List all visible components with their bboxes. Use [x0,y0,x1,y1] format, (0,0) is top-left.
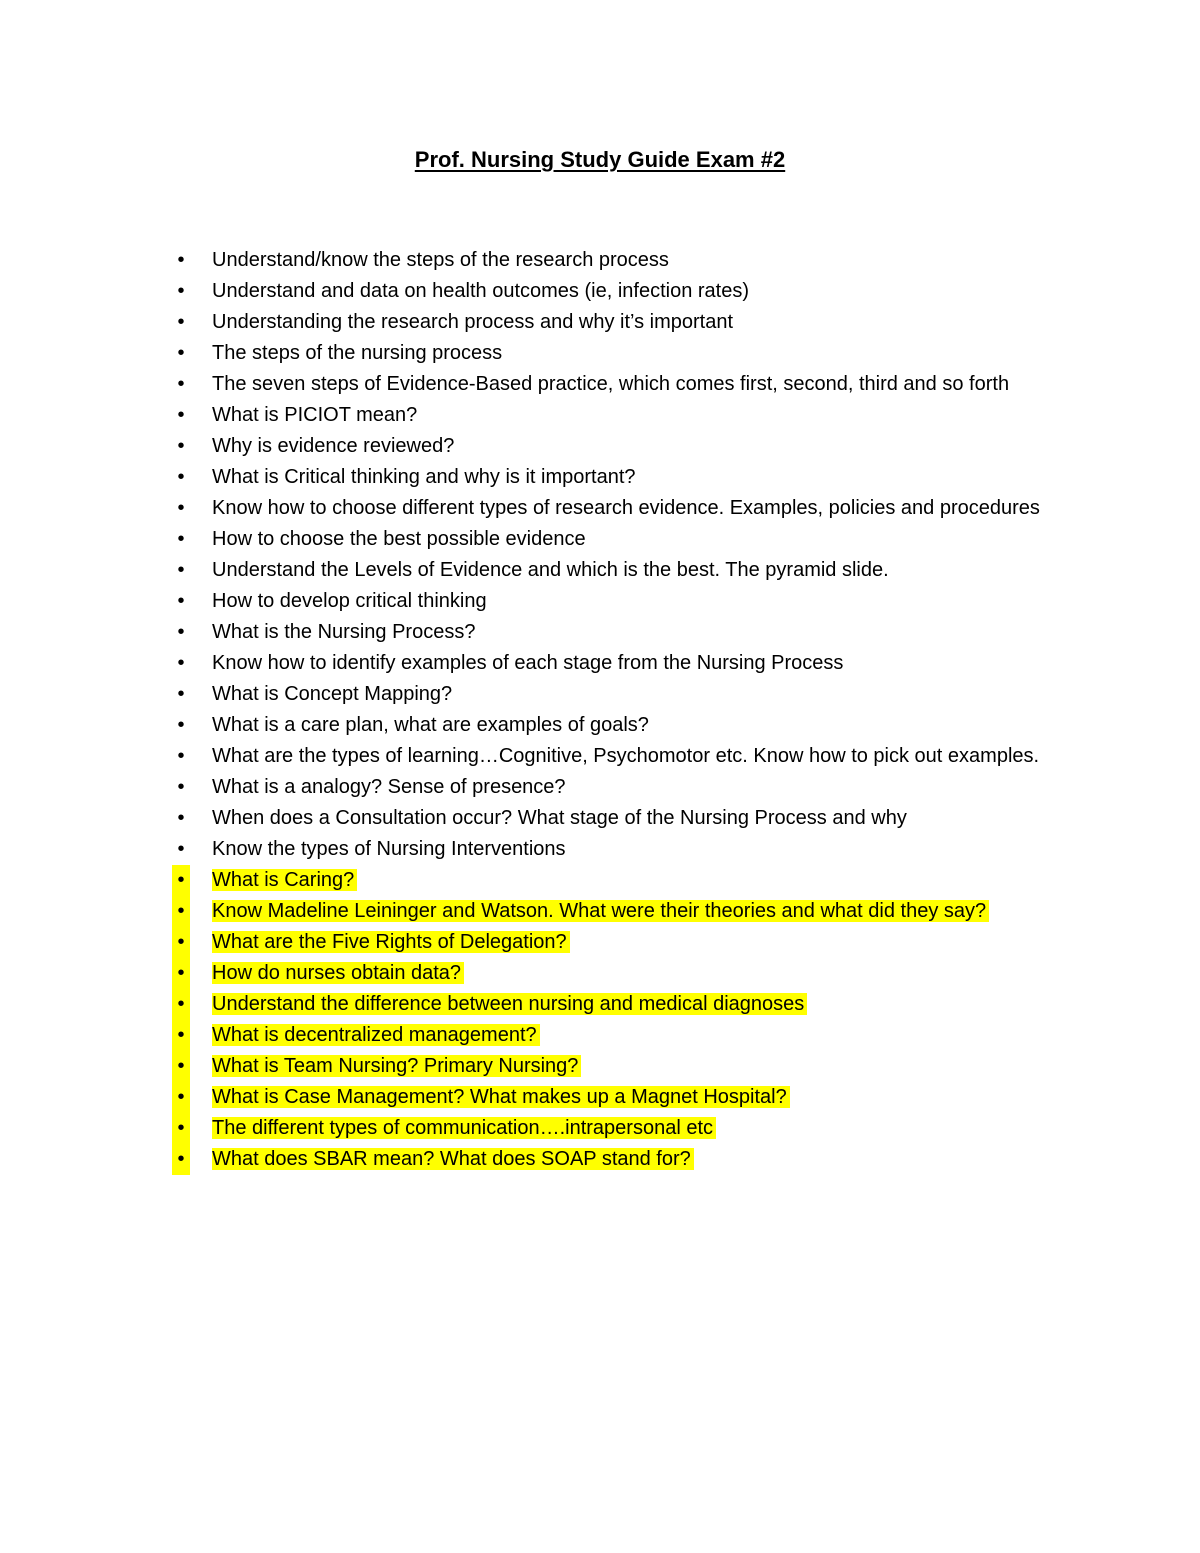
list-item [0,276,1200,307]
list-item-text: What is a care plan, what are examples of goals? [212,714,649,736]
list-item [0,462,1200,493]
bullet-icon: • [177,714,185,736]
list-item-text: What is Case Management? What makes up a Magnet Hospital? [212,1086,790,1108]
bullet-icon: • [172,958,190,989]
bullet-icon: • [172,1020,190,1051]
list-item-text: The steps of the nursing process [212,342,503,364]
bullet-icon: • [172,989,190,1020]
bullet-icon: • [177,745,185,767]
bullet-icon: • [177,342,185,364]
bullet-icon: • [177,528,185,550]
list-item-text: How to develop critical thinking [212,590,487,612]
list-item [0,958,1200,989]
list-item [0,493,1200,524]
list-item-text: What are the types of learning…Cognitive, Psychomotor etc. Know how to pick out examples. [212,745,1040,767]
page-title-text: Prof. Nursing Study Guide Exam #2 [414,147,786,172]
list-item [0,1144,1200,1175]
list-item-text: How to choose the best possible evidence [212,528,586,550]
list-item-text: Understand/know the steps of the research process [212,249,669,271]
list-item [0,679,1200,710]
bullet-icon: • [177,497,185,519]
bullet-icon: • [177,280,185,302]
list-item-text: Know how to choose different types of research evidence. Examples, policies and procedures [212,497,1040,519]
list-item-text: Why is evidence reviewed? [212,435,455,457]
list-item-text: What does SBAR mean? What does SOAP stand for? [212,1148,694,1170]
list-item-text: What are the Five Rights of Delegation? [212,931,570,953]
list-item-text: What is Concept Mapping? [212,683,453,705]
list-item [0,1082,1200,1113]
bullet-icon: • [172,1144,190,1175]
list-item [0,524,1200,555]
list-item [0,834,1200,865]
bullet-icon: • [177,590,185,612]
list-item-text: When does a Consultation occur? What stage of the Nursing Process and why [212,807,907,829]
list-item-text: Know how to identify examples of each stage from the Nursing Process [212,652,844,674]
list-item-text: Understand the Levels of Evidence and which is the best. The pyramid slide. [212,559,889,581]
list-item [0,1113,1200,1144]
bullet-icon: • [172,1113,190,1144]
list-item [0,586,1200,617]
bullet-icon: • [177,404,185,426]
bullet-icon: • [177,838,185,860]
bullet-icon: • [177,466,185,488]
list-item-text: What is Caring? [212,869,357,891]
bullet-icon: • [172,1051,190,1082]
bullet-icon: • [177,776,185,798]
list-item-text: The different types of communication….intrapersonal etc [212,1117,716,1139]
bullet-icon: • [177,683,185,705]
list-item [0,865,1200,896]
list-item-text: Understand the difference between nursing and medical diagnoses [212,993,807,1015]
bullet-icon: • [177,373,185,395]
list-item [0,245,1200,276]
list-item-text: Know the types of Nursing Interventions [212,838,566,860]
bullet-icon: • [172,896,190,927]
list-item-text: What is the Nursing Process? [212,621,476,643]
list-item [0,555,1200,586]
bullet-icon: • [172,1082,190,1113]
list-item [0,1020,1200,1051]
study-guide-list [0,245,1200,1175]
list-item [0,803,1200,834]
list-item [0,338,1200,369]
list-item [0,1051,1200,1082]
list-item-text: Understand and data on health outcomes (ie, infection rates) [212,280,749,302]
bullet-icon: • [177,807,185,829]
bullet-icon: • [177,249,185,271]
list-item [0,772,1200,803]
bullet-icon: • [177,311,185,333]
bullet-icon: • [177,559,185,581]
bullet-icon: • [177,435,185,457]
list-item [0,431,1200,462]
list-item [0,369,1200,400]
list-item-text: What is decentralized management? [212,1024,540,1046]
list-item-text: What is a analogy? Sense of presence? [212,776,566,798]
bullet-icon: • [172,865,190,896]
list-item [0,307,1200,338]
list-item [0,710,1200,741]
page-title [0,144,1200,176]
list-item [0,989,1200,1020]
list-item-text: What is PICIOT mean? [212,404,418,426]
bullet-icon: • [177,621,185,643]
bullet-icon: • [172,927,190,958]
bullet-icon: • [177,652,185,674]
list-item [0,741,1200,772]
list-item-text: What is Team Nursing? Primary Nursing? [212,1055,581,1077]
list-item [0,400,1200,431]
list-item [0,617,1200,648]
list-item-text: Understanding the research process and why it’s important [212,311,734,333]
list-item [0,927,1200,958]
list-item-text: What is Critical thinking and why is it important? [212,466,636,488]
list-item [0,896,1200,927]
list-item-text: The seven steps of Evidence-Based practice, which comes first, second, third and so forth [212,373,1010,395]
list-item-text: How do nurses obtain data? [212,962,464,984]
list-item [0,648,1200,679]
list-item-text: Know Madeline Leininger and Watson. What were their theories and what did they say? [212,900,989,922]
